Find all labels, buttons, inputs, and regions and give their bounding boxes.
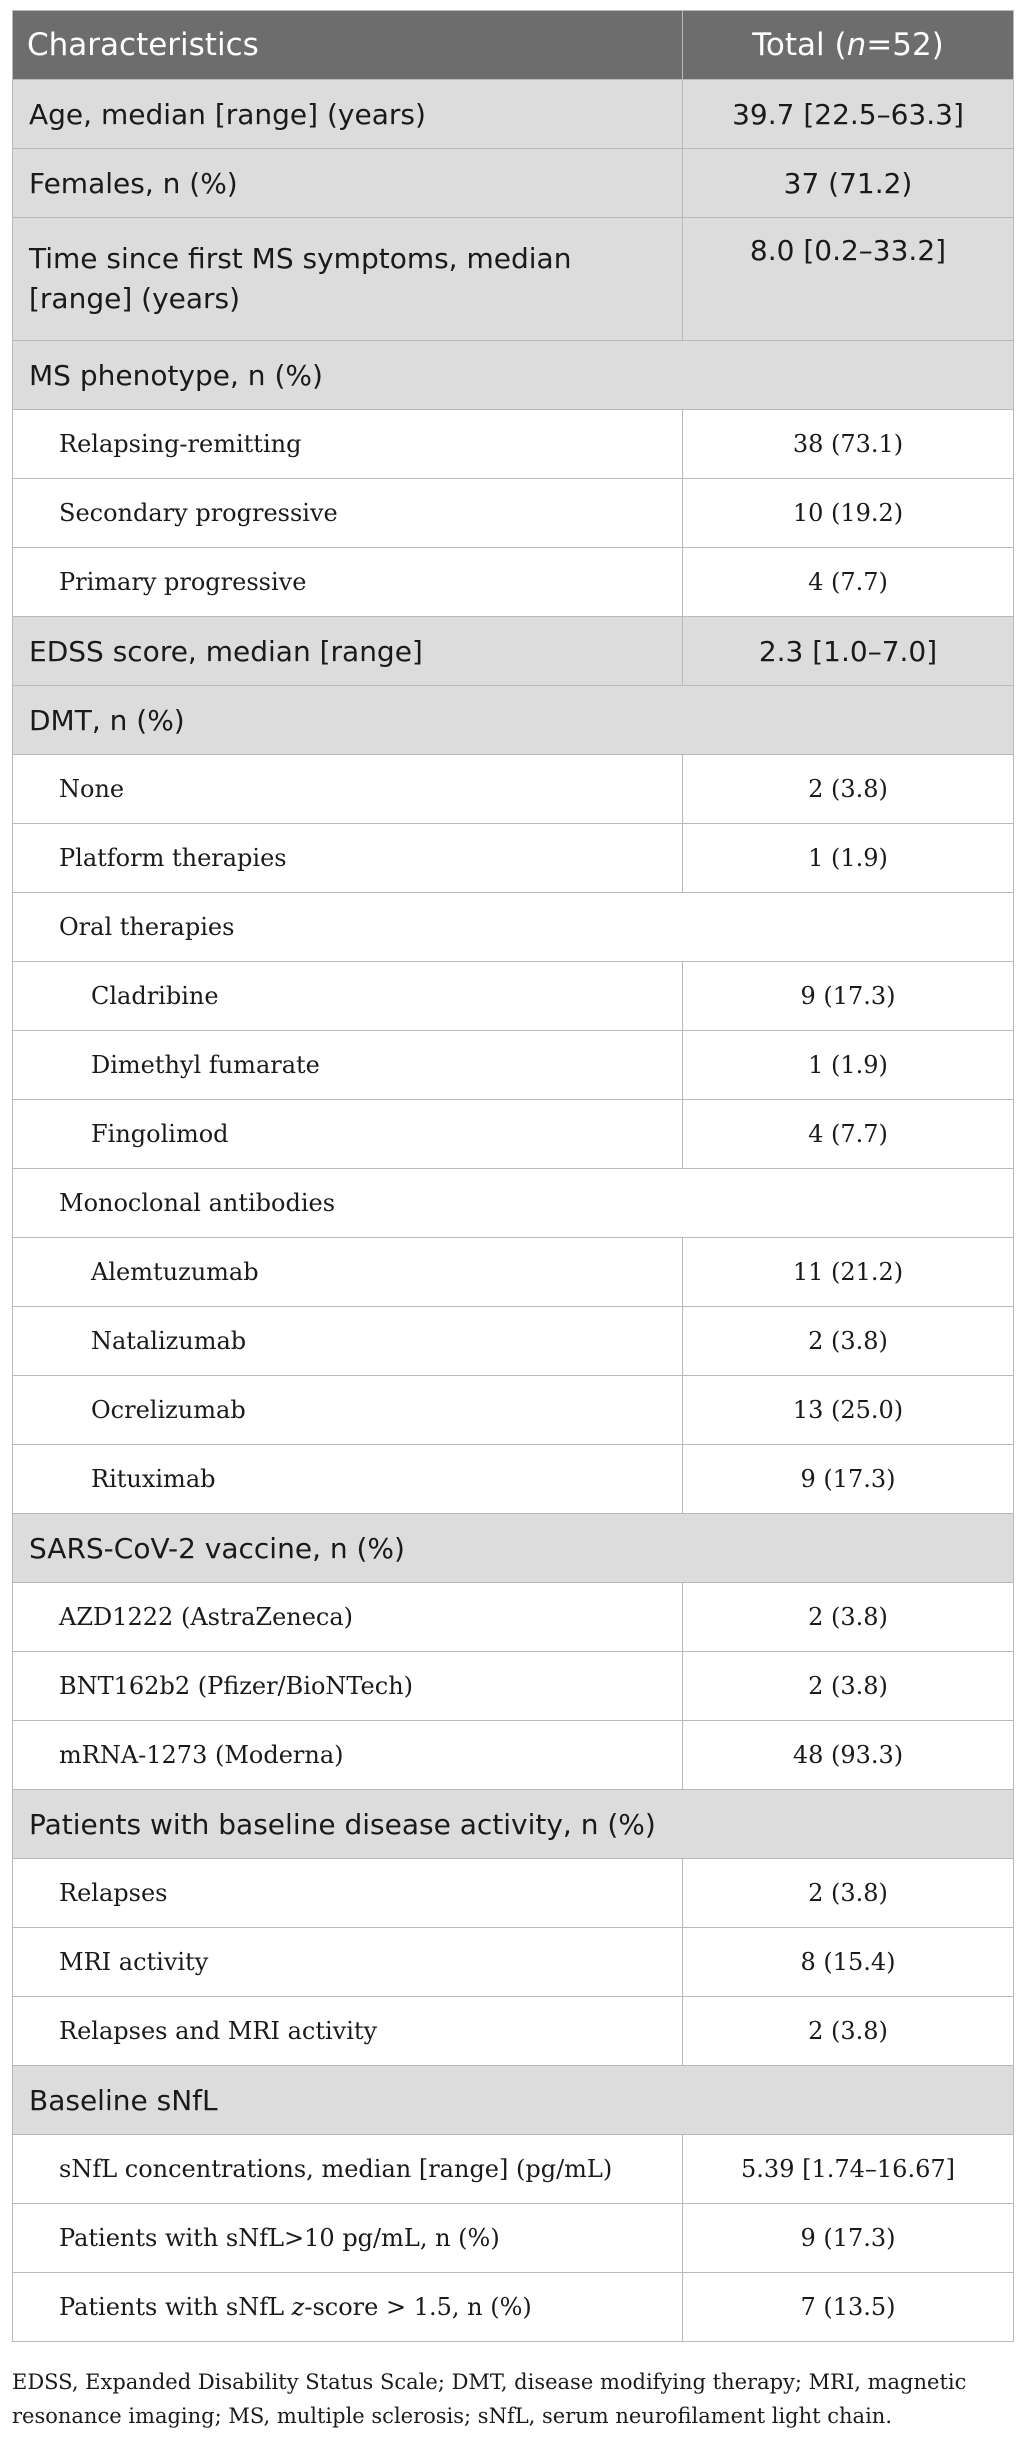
table [12, 10, 1014, 2342]
section-label: Patients with baseline disease activity, n (%) [13, 1790, 1014, 1859]
table-row [13, 2204, 1014, 2273]
table-row [13, 755, 1014, 824]
row-label: Relapsing-remitting [13, 410, 683, 479]
row-value: 48 (93.3) [683, 1721, 1014, 1790]
table-row [13, 1721, 1014, 1790]
row-value: 4 (7.7) [683, 548, 1014, 617]
section-row [13, 1514, 1014, 1583]
header-total-n: n [846, 27, 867, 63]
row-value: 9 (17.3) [683, 1445, 1014, 1514]
row-label: EDSS score, median [range] [13, 617, 683, 686]
section-row [13, 341, 1014, 410]
table-row [13, 1100, 1014, 1169]
table-row [13, 1583, 1014, 1652]
table-row [13, 1928, 1014, 1997]
header-total [683, 11, 1014, 80]
row-label: Ocrelizumab [13, 1376, 683, 1445]
row-value: 38 (73.1) [683, 410, 1014, 479]
table-row [13, 1652, 1014, 1721]
row-value: 2 (3.8) [683, 755, 1014, 824]
row-value: 1 (1.9) [683, 1031, 1014, 1100]
row-label [13, 2273, 683, 2342]
table-header-row [13, 11, 1014, 80]
table-row [13, 962, 1014, 1031]
row-value: 5.39 [1.74–16.67] [683, 2135, 1014, 2204]
section-label: MS phenotype, n (%) [13, 341, 1014, 410]
row-value: 2 (3.8) [683, 1652, 1014, 1721]
row-label: Natalizumab [13, 1307, 683, 1376]
row-value: 8 (15.4) [683, 1928, 1014, 1997]
row-value: 1 (1.9) [683, 824, 1014, 893]
row-value: 2 (3.8) [683, 1997, 1014, 2066]
row-value: 10 (19.2) [683, 479, 1014, 548]
table-row [13, 218, 1014, 341]
section-row [13, 1790, 1014, 1859]
row-value: 7 (13.5) [683, 2273, 1014, 2342]
table-row [13, 548, 1014, 617]
section-row [13, 2066, 1014, 2135]
row-label: Females, n (%) [13, 149, 683, 218]
section-label: DMT, n (%) [13, 686, 1014, 755]
table-row [13, 1307, 1014, 1376]
table-row [13, 479, 1014, 548]
row-value: 13 (25.0) [683, 1376, 1014, 1445]
row-label: MRI activity [13, 1928, 683, 1997]
row-label: Fingolimod [13, 1100, 683, 1169]
row-value: 2.3 [1.0–7.0] [683, 617, 1014, 686]
subsection-label: Oral therapies [13, 893, 1014, 962]
row-label: Relapses [13, 1859, 683, 1928]
row-value: 11 (21.2) [683, 1238, 1014, 1307]
subsection-label: Monoclonal antibodies [13, 1169, 1014, 1238]
row-value: 9 (17.3) [683, 2204, 1014, 2273]
row-value: 2 (3.8) [683, 1307, 1014, 1376]
table-row [13, 1238, 1014, 1307]
table-row [13, 2135, 1014, 2204]
row-label: sNfL concentrations, median [range] (pg/mL) [13, 2135, 683, 2204]
header-total-prefix: Total ( [752, 27, 847, 63]
table-row [13, 149, 1014, 218]
table-row [13, 617, 1014, 686]
zscore-label-z: z [291, 2293, 305, 2321]
table-footnote: EDSS, Expanded Disability Status Scale; DMT, disease modifying therapy; MRI, magnetic resonance imaging; MS, multiple sclerosis; sNfL, serum neurofilament light chain. [12, 2370, 967, 2428]
row-label: Patients with sNfL>10 pg/mL, n (%) [13, 2204, 683, 2273]
row-value: 2 (3.8) [683, 1583, 1014, 1652]
section-label: Baseline sNfL [13, 2066, 1014, 2135]
table-row [13, 1859, 1014, 1928]
zscore-label-prefix: Patients with sNfL [59, 2293, 292, 2321]
row-label: mRNA-1273 (Moderna) [13, 1721, 683, 1790]
row-label: None [13, 755, 683, 824]
header-total-suffix: =52) [866, 27, 944, 63]
subsection-row [13, 893, 1014, 962]
row-label: Primary progressive [13, 548, 683, 617]
table-row [13, 80, 1014, 149]
row-label: Platform therapies [13, 824, 683, 893]
row-label: BNT162b2 (Pfizer/BioNTech) [13, 1652, 683, 1721]
table-row [13, 410, 1014, 479]
row-value: 2 (3.8) [683, 1859, 1014, 1928]
table-row [13, 1997, 1014, 2066]
row-value: 9 (17.3) [683, 962, 1014, 1031]
row-label: Age, median [range] (years) [13, 80, 683, 149]
row-label: Time since first MS symptoms, median [range] (years) [13, 218, 683, 341]
row-label: Alemtuzumab [13, 1238, 683, 1307]
zscore-label-suffix: -score > 1.5, n (%) [304, 2293, 532, 2321]
row-label: Cladribine [13, 962, 683, 1031]
row-label: AZD1222 (AstraZeneca) [13, 1583, 683, 1652]
table-row [13, 2273, 1014, 2342]
characteristics-table [12, 10, 1013, 2342]
row-label: Secondary progressive [13, 479, 683, 548]
subsection-row [13, 1169, 1014, 1238]
row-value: 8.0 [0.2–33.2] [683, 218, 1014, 341]
row-label: Dimethyl fumarate [13, 1031, 683, 1100]
section-label: SARS-CoV-2 vaccine, n (%) [13, 1514, 1014, 1583]
table-row [13, 1031, 1014, 1100]
row-value: 4 (7.7) [683, 1100, 1014, 1169]
row-label: Rituximab [13, 1445, 683, 1514]
row-value: 37 (71.2) [683, 149, 1014, 218]
header-characteristics: Characteristics [13, 11, 683, 80]
table-row [13, 824, 1014, 893]
row-label: Relapses and MRI activity [13, 1997, 683, 2066]
table-row [13, 1445, 1014, 1514]
table-row [13, 1376, 1014, 1445]
row-value: 39.7 [22.5–63.3] [683, 80, 1014, 149]
section-row [13, 686, 1014, 755]
